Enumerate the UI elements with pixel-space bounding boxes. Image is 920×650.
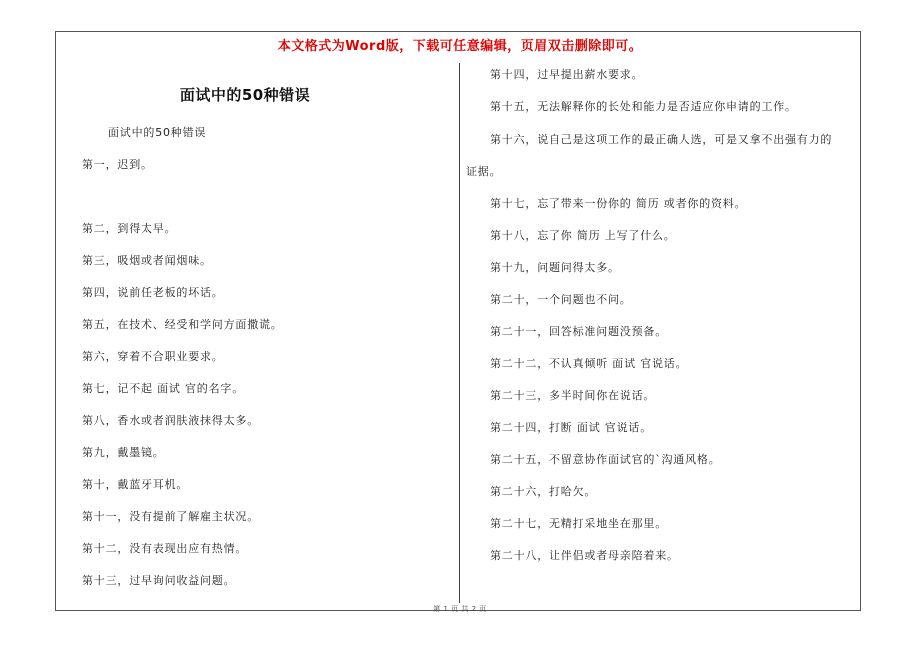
list-item: 第二十七，无精打采地坐在那里。 <box>490 517 667 530</box>
document-subtitle: 面试中的50种错误 <box>108 126 207 139</box>
edit-notice-banner: 本文格式为Word版，下载可任意编辑，页眉双击删除即可。 <box>277 39 643 54</box>
list-item: 第五，在技术、经受和学问方面撒谎。 <box>82 318 283 331</box>
document-title: 面试中的50种错误 <box>179 86 311 104</box>
list-item: 第二十一，回答标准问题没预备。 <box>490 325 667 338</box>
list-item: 第十，戴蓝牙耳机。 <box>82 478 189 491</box>
page-number-footer: 第 1 页 共 2 页 <box>433 605 487 613</box>
list-item: 第二，到得太早。 <box>82 222 177 235</box>
list-item: 第二十六，打哈欠。 <box>490 485 597 498</box>
column-divider <box>459 63 460 603</box>
list-item: 第二十，一个问题也不问。 <box>490 293 632 306</box>
list-item: 第八，香水或者润肤液抹得太多。 <box>82 414 259 427</box>
list-item: 第十五，无法解释你的长处和能力是否适应你申请的工作。 <box>490 100 797 113</box>
list-item: 第二十八，让伴侣或者母亲陪着来。 <box>490 549 679 562</box>
list-item: 第十六，说自己是这项工作的最正确人选，可是又拿不出强有力的 <box>490 133 833 146</box>
list-item: 第七，记不起 面试 官的名字。 <box>82 382 244 395</box>
list-item: 第十二，没有表现出应有热情。 <box>82 542 248 555</box>
list-item: 第十三，过早询问收益问题。 <box>82 574 236 587</box>
list-item: 第四，说前任老板的坏话。 <box>82 286 224 299</box>
list-item: 第十七，忘了带来一份你的 简历 或者你的资料。 <box>490 197 747 210</box>
list-item-continuation: 证据。 <box>466 165 502 178</box>
list-item: 第十九，问题问得太多。 <box>490 261 620 274</box>
list-item: 第十一，没有提前了解雇主状况。 <box>82 510 259 523</box>
list-item: 第九，戴墨镜。 <box>82 446 165 459</box>
list-item: 第二十四，打断 面试 官说话。 <box>490 421 652 434</box>
list-item: 第一，迟到。 <box>82 158 153 171</box>
list-item: 第十八，忘了你 简历 上写了什么。 <box>490 229 676 242</box>
list-item: 第三，吸烟或者闻烟味。 <box>82 254 212 267</box>
list-item: 第十四，过早提出薪水要求。 <box>490 68 644 81</box>
list-item: 第二十二，不认真倾听 面试 官说话。 <box>490 357 688 370</box>
list-item: 第二十五，不留意协作面试官的`沟通风格。 <box>490 453 721 466</box>
list-item: 第二十三，多半时间你在说话。 <box>490 389 656 402</box>
list-item: 第六，穿着不合职业要求。 <box>82 350 224 363</box>
